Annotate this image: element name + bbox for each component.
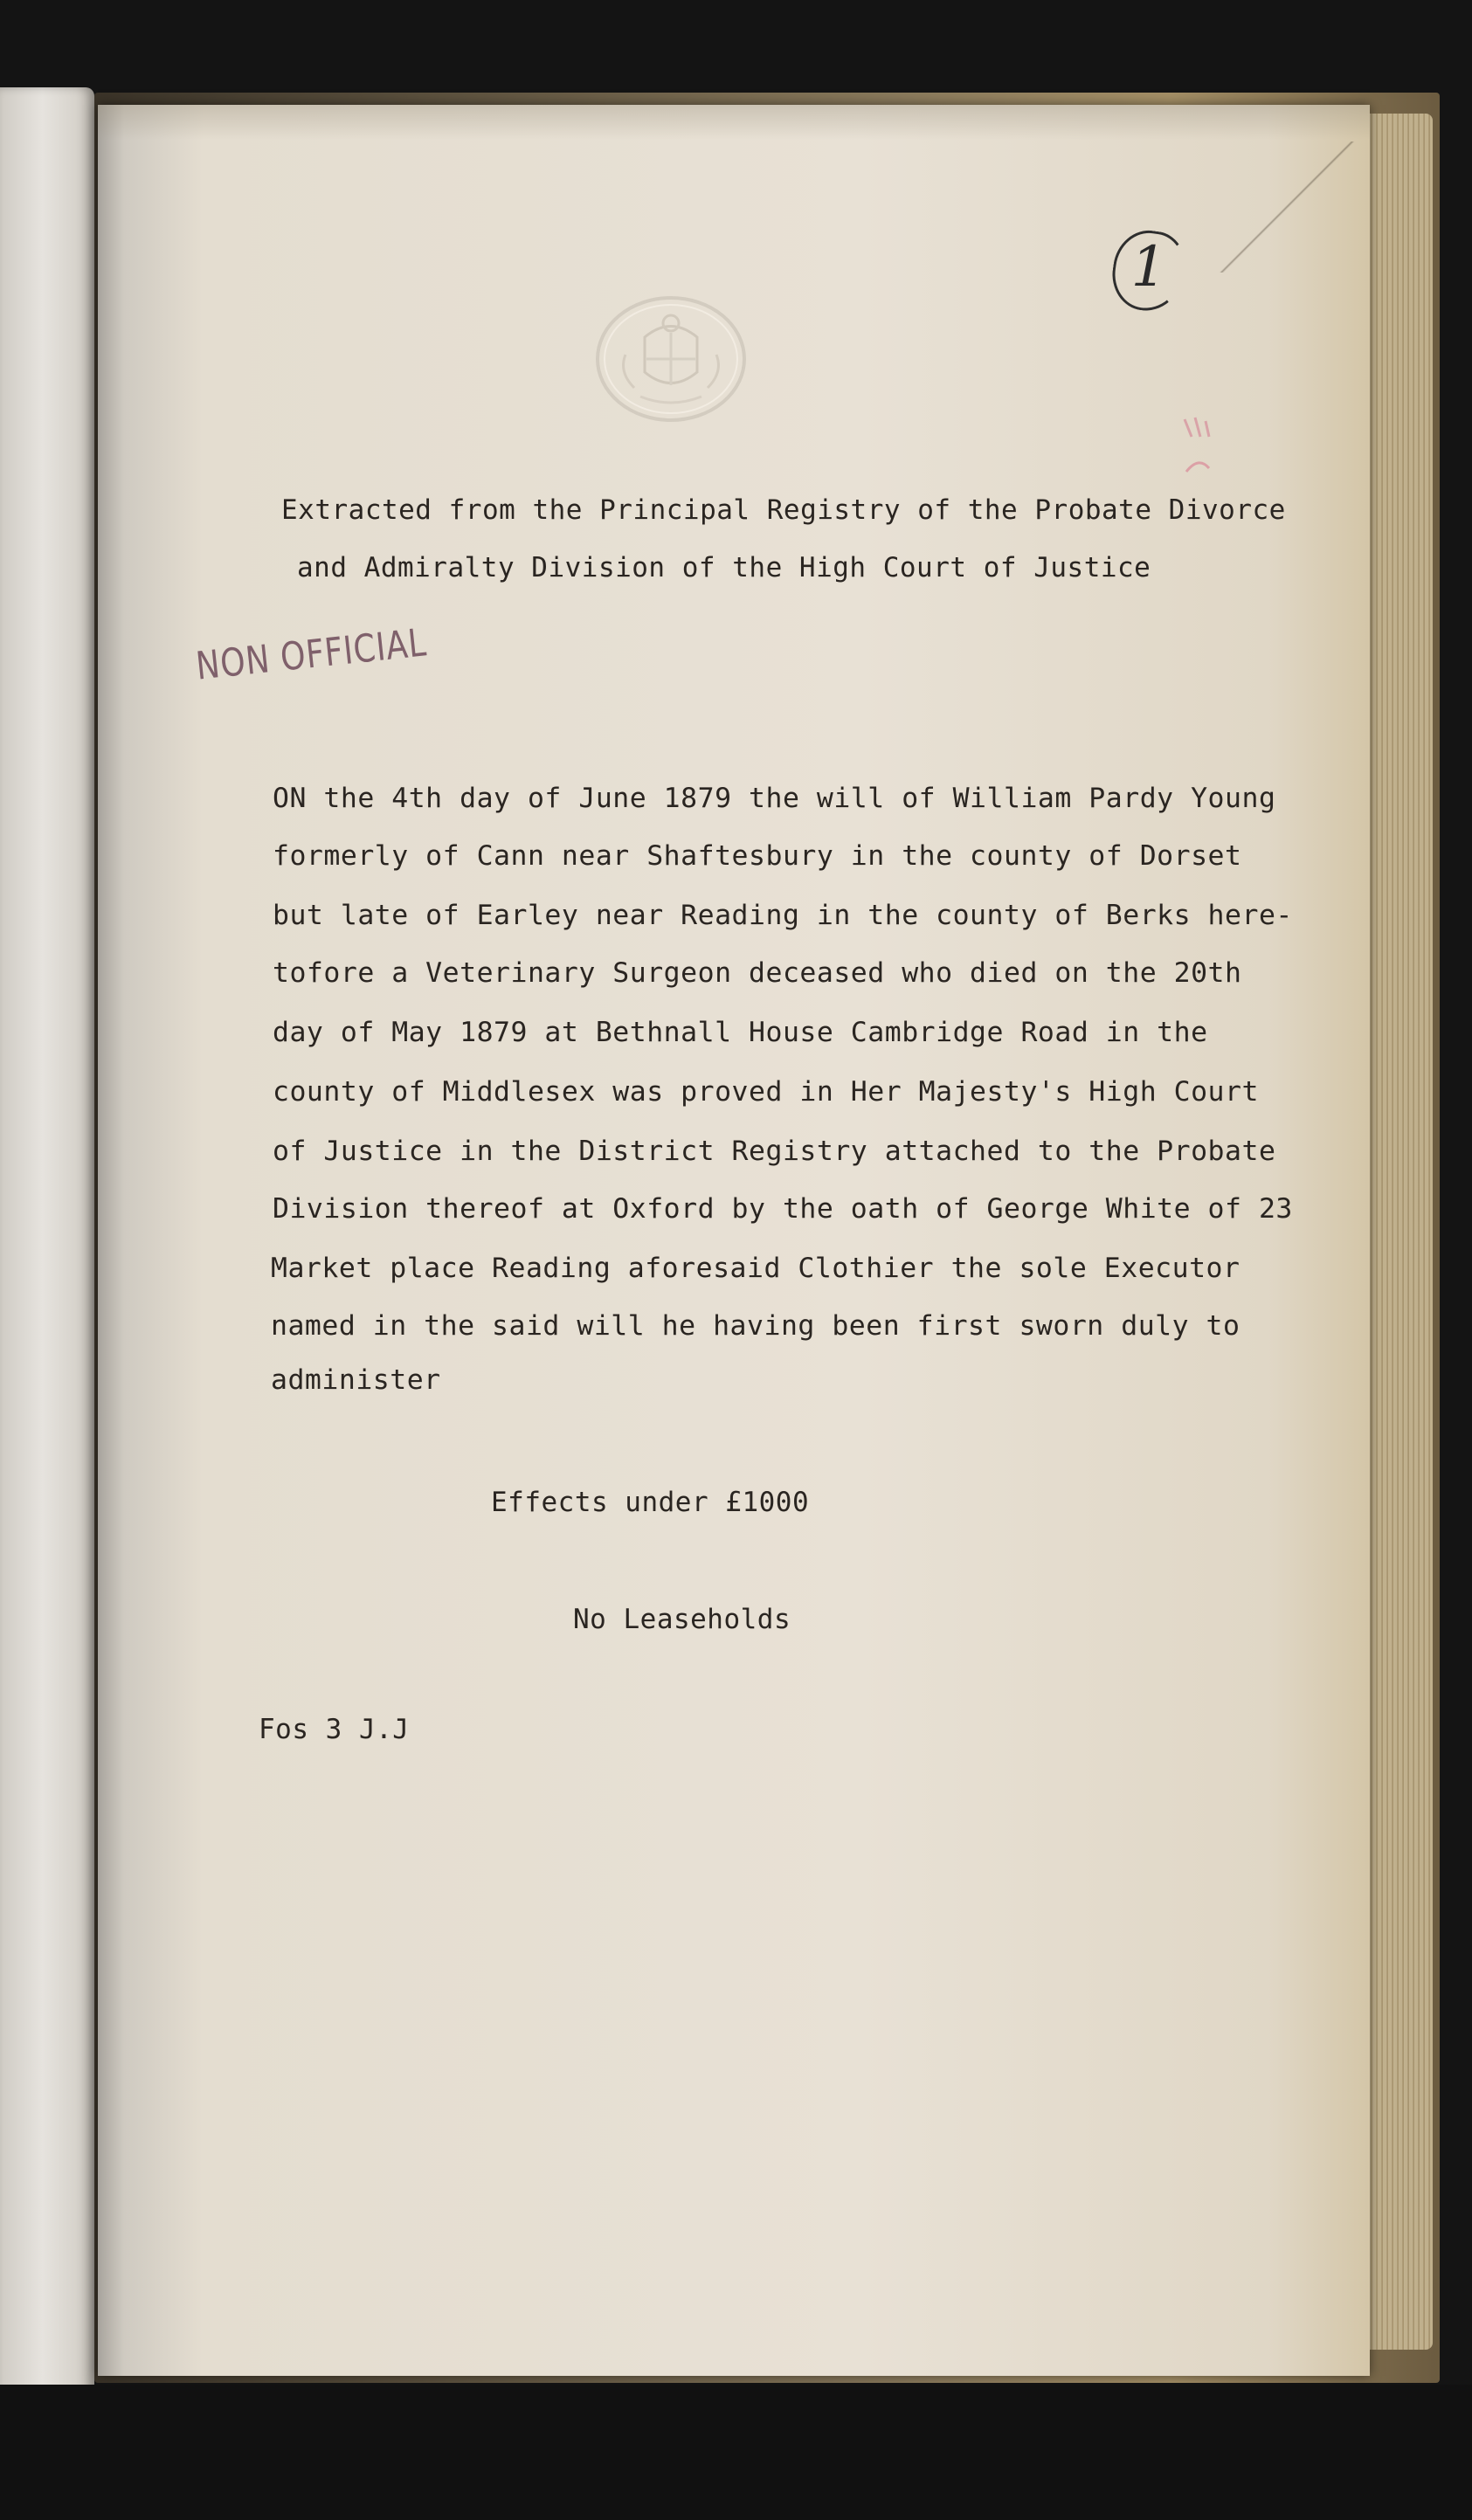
heading-line-1: Extracted from the Principal Registry of the Probate Divorce xyxy=(281,494,1286,526)
folded-corner xyxy=(1204,142,1370,273)
body-line-9: Market place Reading aforesaid Clothier the sole Executor xyxy=(271,1253,1240,1284)
body-line-5: day of May 1879 at Bethnall House Cambridge Road in the xyxy=(273,1017,1208,1048)
non-official-stamp: NON OFFICIAL xyxy=(194,620,429,689)
body-line-10: named in the said will he having been first sworn duly to xyxy=(271,1310,1240,1342)
embossed-seal-icon xyxy=(592,293,750,425)
facing-page-edge xyxy=(0,87,94,2402)
body-line-2: formerly of Cann near Shaftesbury in the county of Dorset xyxy=(273,840,1242,872)
handwritten-page-number: 1 xyxy=(1111,225,1186,309)
body-line-1: ON the 4th day of June 1879 the will of William Pardy Young xyxy=(273,783,1276,814)
body-line-7: of Justice in the District Registry attached to the Probate xyxy=(273,1136,1276,1167)
heading-line-2: and Admiralty Division of the High Court of Justice xyxy=(297,552,1151,583)
body-line-8: Division thereof at Oxford by the oath of George White of 23 xyxy=(273,1193,1293,1225)
body-line-6: county of Middlesex was proved in Her Majesty's High Court xyxy=(273,1076,1259,1108)
leaseholds-line: No Leaseholds xyxy=(573,1604,791,1635)
body-line-3: but late of Earley near Reading in the county of Berks here- xyxy=(273,900,1293,931)
page-edges xyxy=(1363,114,1433,2350)
body-line-11: administer xyxy=(271,1364,441,1396)
red-pencil-mark xyxy=(1179,411,1232,498)
folio-line: Fos 3 J.J xyxy=(259,1714,410,1745)
background-strip xyxy=(0,2385,1472,2520)
effects-line: Effects under £1000 xyxy=(491,1487,810,1518)
body-line-4: tofore a Veterinary Surgeon deceased who died on the 20th xyxy=(273,957,1242,989)
